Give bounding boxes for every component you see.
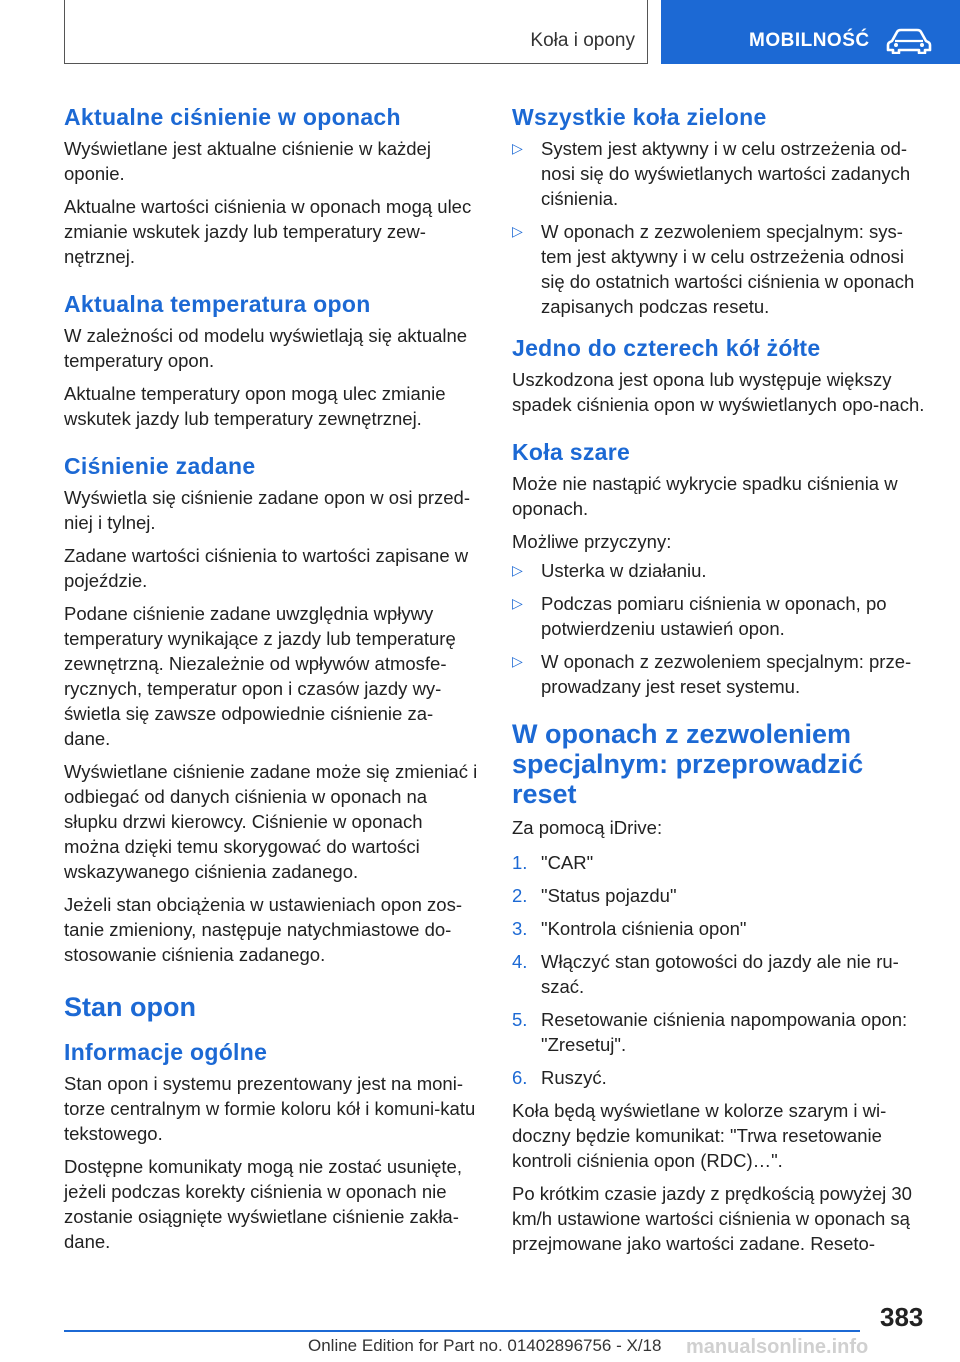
green-list bbox=[512, 136, 926, 319]
heading-grey: Koła szare bbox=[512, 439, 631, 465]
watermark: manualsonline.info bbox=[686, 1336, 869, 1358]
page-number: 383 bbox=[880, 1302, 924, 1332]
list-item: ▷ Podczas pomiaru ciśnienia w oponach, po potwierdzeniu ustawień opon. bbox=[512, 593, 887, 639]
paragraph: Aktualne temperatury opon mogą ulec zmianie wskutek jazdy lub temperatury zewnętrznej. bbox=[64, 383, 446, 429]
edition-text: Online Edition for Part no. 01402896756 - X/18 bbox=[308, 1336, 662, 1355]
paragraph: W zależności od modelu wyświetlają się aktualne temperatury opon. bbox=[64, 325, 468, 371]
paragraph: Wyświetlane ciśnienie zadane może się zmieniać i odbiegać od danych ciśnienia w oponach na słupku drzwi kierowcy. Ciśnienie w oponach można dzięki temu skorygować do wartości wskazywanego ciśnienia zadanego. bbox=[64, 761, 478, 882]
paragraph: Aktualne wartości ciśnienia w oponach mogą ulec zmianie wskutek jazdy lub temperatury zew‐nętrznej. bbox=[64, 196, 472, 267]
list-item: ▷ W oponach z zezwoleniem specjalnym: sys‐tem jest aktywny i w celu ostrzeżenia odnosi się do ostatnich wartości ciśnienia w oponach zapisanych podczas resetu. bbox=[512, 221, 915, 317]
paragraph: Po krótkim czasie jazdy z prędkością powyżej 30 km/h ustawione wartości ciśnienia w oponach są przejmowane jako wartości zadane. Reseto‐ bbox=[512, 1183, 912, 1254]
paragraph: Dostępne komunikaty mogą nie zostać usunięte, jeżeli podczas korekty ciśnienia w oponach nie zostanie osiągnięte wyświetlane ciśnienie zakła‐dane. bbox=[64, 1156, 462, 1252]
paragraph: Możliwe przyczyny: bbox=[512, 531, 672, 552]
grey-list bbox=[512, 558, 926, 699]
list-item: 4. Włączyć stan gotowości do jazdy ale nie ru‐szać. bbox=[512, 951, 899, 997]
paragraph: Wyświetlane jest aktualne ciśnienie w każdej oponie. bbox=[64, 138, 431, 184]
triangle-bullet-icon: ▷ bbox=[512, 223, 523, 239]
paragraph: Jeżeli stan obciążenia w ustawieniach opon zos‐tanie zmieniony, następuje natychmiastowe do‐stosowanie ciśnienia zadanego. bbox=[64, 894, 462, 965]
list-item: ▷ W oponach z zezwoleniem specjalnym: prze‐prowadzany jest reset systemu. bbox=[512, 651, 912, 697]
left-column bbox=[64, 102, 478, 1254]
reset-steps bbox=[512, 850, 926, 1090]
triangle-bullet-icon: ▷ bbox=[512, 562, 523, 578]
triangle-bullet-icon: ▷ bbox=[512, 140, 523, 156]
paragraph: Stan opon i systemu prezentowany jest na moni‐torze centralnym w formie koloru kół i komuni‐katu tekstowego. bbox=[64, 1073, 476, 1144]
heading-yellow: Jedno do czterech kół żółte bbox=[512, 335, 821, 361]
heading-general-info: Informacje ogólne bbox=[64, 1039, 268, 1065]
right-column bbox=[512, 102, 926, 1256]
paragraph: Za pomocą iDrive: bbox=[512, 817, 663, 838]
heading-target-pressure: Ciśnienie zadane bbox=[64, 453, 256, 479]
footer-divider bbox=[64, 1330, 860, 1332]
list-item: ▷ System jest aktywny i w celu ostrzeżenia od‐nosi się do wyświetlanych wartości zadanych ciśnienia. bbox=[512, 138, 911, 209]
triangle-bullet-icon: ▷ bbox=[512, 595, 523, 611]
paragraph: Zadane wartości ciśnienia to wartości zapisane w pojeździe. bbox=[64, 545, 469, 591]
list-item: 6. Ruszyć. bbox=[512, 1067, 607, 1088]
heading-reset: W oponach z zezwoleniem specjalnym: przeprowadzić reset bbox=[512, 719, 864, 809]
car-icon bbox=[886, 28, 932, 54]
heading-current-pressure: Aktualne ciśnienie w oponach bbox=[64, 104, 401, 130]
paragraph: Wyświetla się ciśnienie zadane opon w osi przed‐niej i tylnej. bbox=[64, 487, 471, 533]
list-item: 5. Resetowanie ciśnienia napompowania opon: "Zresetuj". bbox=[512, 1009, 908, 1055]
triangle-bullet-icon: ▷ bbox=[512, 653, 523, 669]
list-item: 3. "Kontrola ciśnienia opon" bbox=[512, 918, 747, 939]
paragraph: Uszkodzona jest opona lub występuje większy spadek ciśnienia opon w wyświetlanych opo‐nach. bbox=[512, 369, 925, 415]
section-title: Koła i opony bbox=[530, 30, 635, 51]
header-section-box bbox=[64, 0, 648, 64]
list-item: 2. "Status pojazdu" bbox=[512, 885, 677, 906]
paragraph: Podane ciśnienie zadane uwzględnia wpływy temperatury wynikające z jazdy lub temperaturę zewnętrzną. Niezależnie od wpływów atmosfe‐rycznych, temperatur opon i czasów jazdy wy‐świetla się zawsze odpowiednie ciśnienie za‐dane. bbox=[64, 603, 456, 749]
paragraph: Może nie nastąpić wykrycie spadku ciśnienia w oponach. bbox=[512, 473, 898, 519]
paragraph: Koła będą wyświetlane w kolorze szarym i wi‐doczny będzie komunikat: "Trwa resetowanie kontroli ciśnienia opon (RDC)…". bbox=[512, 1100, 887, 1171]
chapter-tab bbox=[661, 0, 960, 64]
heading-tire-temperature: Aktualna temperatura opon bbox=[64, 291, 371, 317]
heading-tire-status: Stan opon bbox=[64, 992, 196, 1022]
list-item: 1. "CAR" bbox=[512, 852, 594, 873]
chapter-tab-label: MOBILNOŚĆ bbox=[749, 30, 870, 51]
list-item: ▷ Usterka w działaniu. bbox=[512, 560, 707, 581]
heading-all-green: Wszystkie koła zielone bbox=[512, 104, 767, 130]
